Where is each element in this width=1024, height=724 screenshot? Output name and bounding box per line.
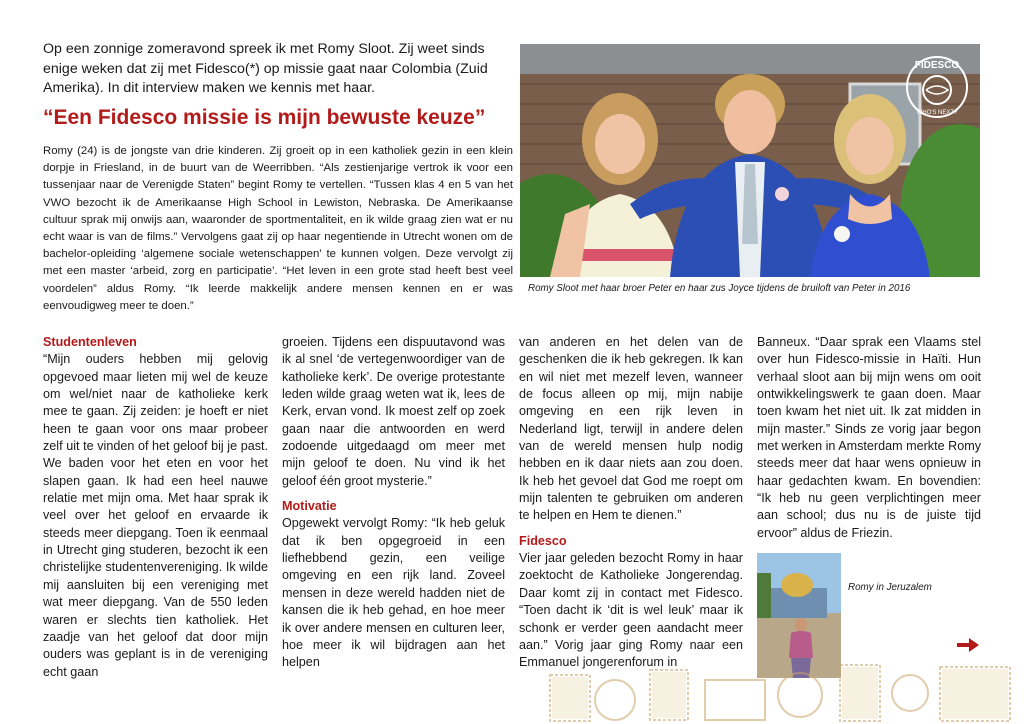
column-1 [43,334,268,681]
badge-top-text: FIDESCO [914,60,960,71]
intro-paragraph: Op een zonnige zomeravond spreek ik met Romy Sloot. Zij weet sinds enige weken dat zij met Fidesco(*) op missie gaat naar Colombia (Zuid Amerika). In dit interview maken we kennis met haar. [43,41,488,96]
jerusalem-caption: Romy in Jeruzalem [848,582,932,593]
section-heading-fidesco: Fidesco [519,533,567,548]
photo-caption: Romy Sloot met haar broer Peter en haar zus Joyce tijdens de bruiloft van Peter in 2016 [528,283,911,294]
article-headline: “Een Fidesco missie is mijn bewuste keuze” [43,106,486,129]
section-heading-studentenleven: Studentenleven [43,335,137,349]
fidesco-paragraph-2: Banneux. “Daar sprak een Vlaams stel over hun Fidesco-missie in Haïti. Hun verhaal sloot aan bij mijn wens om ooit ontwikkelingswerk te gaan doen. Maar toen kwam het niet uit. Ik zat midden in mijn master.” Sinds ze vorig jaar begon met werken in Amsterdam merkte Romy steeds meer dat haar wens opnieuw in haar gedachten kwam. En bovendien: “Ik heb nu geen verplichtingen meer aan school; dus nu is de juiste tijd ervoor” aldus de Friezin. [757,335,981,540]
section-heading-motivatie: Motivatie [282,499,337,514]
lead-paragraph: Romy (24) is de jongste van drie kinderen. Zij groeit op in een katholiek gezin in een klein dorpje in Friesland, in de buurt van de Weerribben. “Als zestienjarige vertrok ik voor een tussenjaar naar de Verenigde Staten” begint Romy te vertellen. “Tussen klas 4 en 5 van het VWO bezocht ik de Amerikaanse High School in Lewiston, Nebraska. De Amerikaanse cultuur sprak mij onwijs aan, waaronder de sportmentaliteit, en ik wilde graag zien wat er nu echt waar is van de films.” Vervolgens gaat zij op haar negentiende in Utrecht wonen om de bachelor-opleiding ‘algemene sociale wetenschappen’ te kunnen volgen. Deze vervolgt zij met een master ‘arbeid, zorg en participatie’. “Het leven in een grote stad heeft best veel voordelen” aldus Romy. “Ik leerde makkelijk andere mensen kennen en er was eenvoudigweg meer te doen.” [43,145,513,312]
fidesco-whos-next-logo [902,52,972,122]
column-2 [282,334,505,672]
badge-bottom-text: WHO'S NEXT? [916,110,958,116]
fidesco-paragraph-1: Vier jaar geleden bezocht Romy in haar zoektocht de Katholieke Jongerendag. Daar komt zij in contact met Fidesco. “Toen dacht ik ‘dit is wel leuk’ maar ik schonk er verder geen aandacht meer aan.” Vorig jaar ging Romy naar een Emmanuel jongerenforum in [519,551,743,670]
next-page-arrow-icon[interactable] [957,638,979,652]
motivatie-paragraph-1: Opgewekt vervolgt Romy: “Ik heb geluk dat ik ben opgegroeid in een liefhebbend gezin, een veilige omgeving en een rijk land. Zoveel mensen in deze wereld hadden niet de kansen die ik heb gehad, en hoe meer ik over andere mensen en culturen leer, hoe meer ik wil bijdragen aan het helpen [282,516,505,670]
studentenleven-paragraph-1: “Mijn ouders hebben mij gelovig opgevoed maar lieten mij wel de keuze om wel/niet naar de katholieke kerk mee te gaan. Zij zeiden: je hoeft er niet heen te gaan voor ons maar probeer zelf uit te vinden of het geloof bij je past. We baden voor het eten en voor het slapen gaan. Ik had een heel nauwe relatie met mijn oma. Met haar sprak ik veel over het geloof en ervaarde ik steeds meer diepgang. Toen ik eenmaal in Utrecht ging studeren, bezocht ik een christelijke studentenvereniging. Ik wilde mij aansluiten bij een vereniging met wat meer diepgang. Van de 550 leden waren er slechts tien katholiek. Het zaadje van het geloof dat door mijn ouders was geplant is in de vereniging echt gaan [43,352,268,679]
column-4 [757,334,981,542]
postage-stamps-decoration [540,655,1024,724]
studentenleven-paragraph-2: groeien. Tijdens een dispuutavond was ik al snel ‘de vertegenwoordiger van de katholieke kerk’. De overige protestante leden wilde graag weten wat ik, lees de Kerk, ervan vond. Ik moest zelf op zoek gaan naar die antwoorden en werd zodoende uitgedaagd om meer met mijn geloof te doen. Nu vind ik het geloof één groot mysterie.” [282,335,505,488]
column-3 [519,334,743,672]
motivatie-paragraph-2: van anderen en het delen van de geschenken die ik heb gekregen. Ik kan en wil niet met mezelf leven, wanneer de focus alleen op mij, mijn nabije omgeving en een rijk leven in Nederland ligt, terwijl in andere delen van de wereld mensen hulp nodig hebben en ik daar niets aan zou doen. Ik heb het gevoel dat God me roept om mijn talenten te gebruiken om anderen te helpen en Hem te dienen.” [519,335,743,523]
